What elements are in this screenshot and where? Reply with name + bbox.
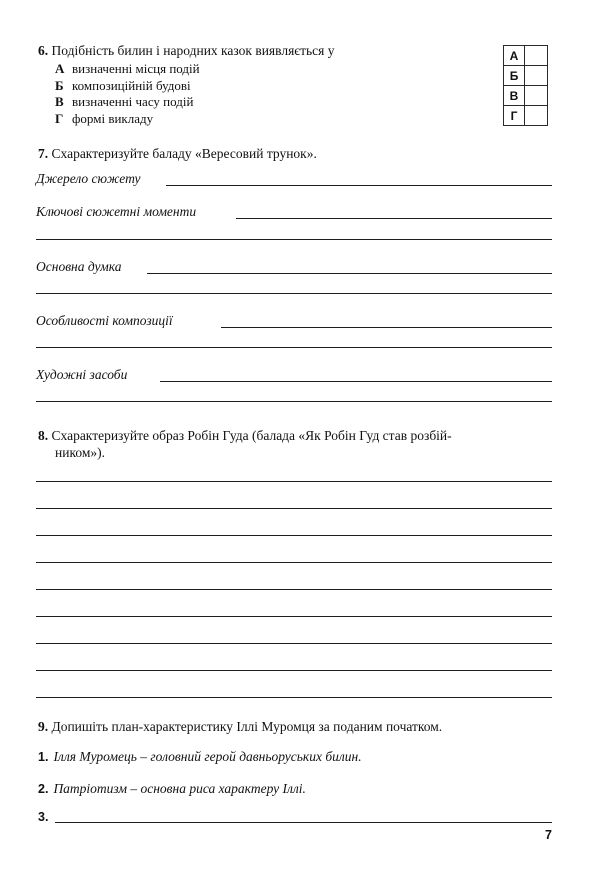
- option-row-a[interactable]: [55, 61, 455, 78]
- question-9-text: Допишіть план-характеристику Іллі Муромця за поданим початком.: [51, 719, 443, 734]
- answer-grid-row-h[interactable]: [504, 106, 548, 126]
- answer-line-8-5[interactable]: [36, 589, 552, 590]
- question-8-number: 8.: [38, 428, 49, 443]
- option-letter-v: В: [55, 94, 64, 109]
- option-letter-h: Г: [55, 110, 64, 126]
- option-text-a: визначенні місця подій: [72, 61, 200, 76]
- question-8-heading: [38, 427, 508, 461]
- field-rule-kliuchovi-cont[interactable]: [36, 239, 552, 240]
- answer-grid[interactable]: [503, 45, 548, 126]
- answer-grid-label-h: Г: [504, 106, 525, 126]
- field-rule-khudozhni[interactable]: [160, 381, 552, 382]
- field-rule-osoblyvosti-cont[interactable]: [36, 347, 552, 348]
- plan-item-2-number: 2.: [38, 782, 49, 796]
- plan-item-3-number: 3.: [38, 810, 49, 824]
- plan-item-2: [38, 781, 538, 797]
- field-row-khudozhni[interactable]: [36, 364, 552, 382]
- question-7-heading: [38, 145, 508, 162]
- answer-grid-cell-h[interactable]: [525, 106, 548, 126]
- answer-grid-cell-b[interactable]: [525, 66, 548, 86]
- field-row-dzherelo[interactable]: [36, 168, 552, 186]
- question-9-heading: [38, 718, 508, 735]
- answer-line-8-8[interactable]: [36, 670, 552, 671]
- field-label-osnovna: Основна думка: [36, 259, 122, 274]
- plan-item-1: [38, 749, 538, 765]
- option-row-b[interactable]: [55, 78, 455, 95]
- field-label-khudozhni: Художні засоби: [36, 367, 128, 382]
- field-label-kliuchovi: Ключові сюжетні моменти: [36, 204, 197, 219]
- answer-grid-label-a: А: [504, 46, 525, 66]
- field-rule-khudozhni-cont[interactable]: [36, 401, 552, 402]
- plan-item-3-rule[interactable]: [55, 822, 552, 823]
- question-6-text: Подібність билин і народних казок виявляється у: [51, 43, 335, 58]
- answer-line-8-1[interactable]: [36, 481, 552, 482]
- field-rule-kliuchovi[interactable]: [236, 218, 552, 219]
- question-8-text-line1: Схарактеризуйте образ Робін Гуда (балада «Як Робін Гуд став розбій-: [51, 428, 452, 443]
- option-text-v: визначенні часу подій: [72, 94, 194, 109]
- answer-line-8-7[interactable]: [36, 643, 552, 644]
- answer-grid-row-v[interactable]: [504, 86, 548, 106]
- answer-line-8-3[interactable]: [36, 535, 552, 536]
- answer-line-8-6[interactable]: [36, 616, 552, 617]
- answer-grid-cell-v[interactable]: [525, 86, 548, 106]
- answer-grid-row-a[interactable]: [504, 46, 548, 66]
- option-text-h: формі викладу: [72, 110, 154, 126]
- field-rule-osnovna[interactable]: [147, 273, 552, 274]
- question-7-number: 7.: [38, 146, 49, 161]
- plan-item-1-text: Ілля Муромець – головний герой давньоруських билин.: [53, 749, 362, 764]
- question-6-heading: [38, 42, 508, 59]
- question-7-text: Схарактеризуйте баладу «Вересовий трунок».: [51, 146, 317, 161]
- option-letter-b: Б: [55, 77, 64, 93]
- field-row-kliuchovi[interactable]: [36, 201, 552, 219]
- answer-grid-label-v: В: [504, 86, 525, 106]
- option-row-h[interactable]: [55, 111, 455, 128]
- answer-grid-row-b[interactable]: [504, 66, 548, 86]
- field-row-osoblyvosti[interactable]: [36, 310, 552, 328]
- field-label-osoblyvosti: Особливості композиції: [36, 313, 173, 328]
- field-rule-osnovna-cont[interactable]: [36, 293, 552, 294]
- plan-item-1-number: 1.: [38, 750, 49, 764]
- question-6-options: [55, 61, 455, 127]
- answer-line-8-4[interactable]: [36, 562, 552, 563]
- plan-item-2-text: Патріотизм – основна риса характеру Іллі.: [53, 781, 306, 796]
- field-rule-osoblyvosti[interactable]: [221, 327, 552, 328]
- field-label-dzherelo: Джерело сюжету: [36, 171, 141, 186]
- question-8-text-line2: ником»).: [55, 445, 105, 460]
- field-row-osnovna[interactable]: [36, 256, 552, 274]
- answer-line-8-2[interactable]: [36, 508, 552, 509]
- plan-item-3[interactable]: [38, 808, 552, 824]
- field-rule-dzherelo[interactable]: [166, 185, 552, 186]
- answer-grid-label-b: Б: [504, 66, 525, 86]
- option-text-b: композиційній будові: [72, 77, 191, 93]
- answer-line-8-9[interactable]: [36, 697, 552, 698]
- question-9-number: 9.: [38, 719, 49, 734]
- question-6-number: 6.: [38, 43, 49, 58]
- option-row-v[interactable]: [55, 94, 455, 111]
- page-number: 7: [545, 828, 552, 842]
- option-letter-a: А: [55, 61, 65, 76]
- answer-grid-cell-a[interactable]: [525, 46, 548, 66]
